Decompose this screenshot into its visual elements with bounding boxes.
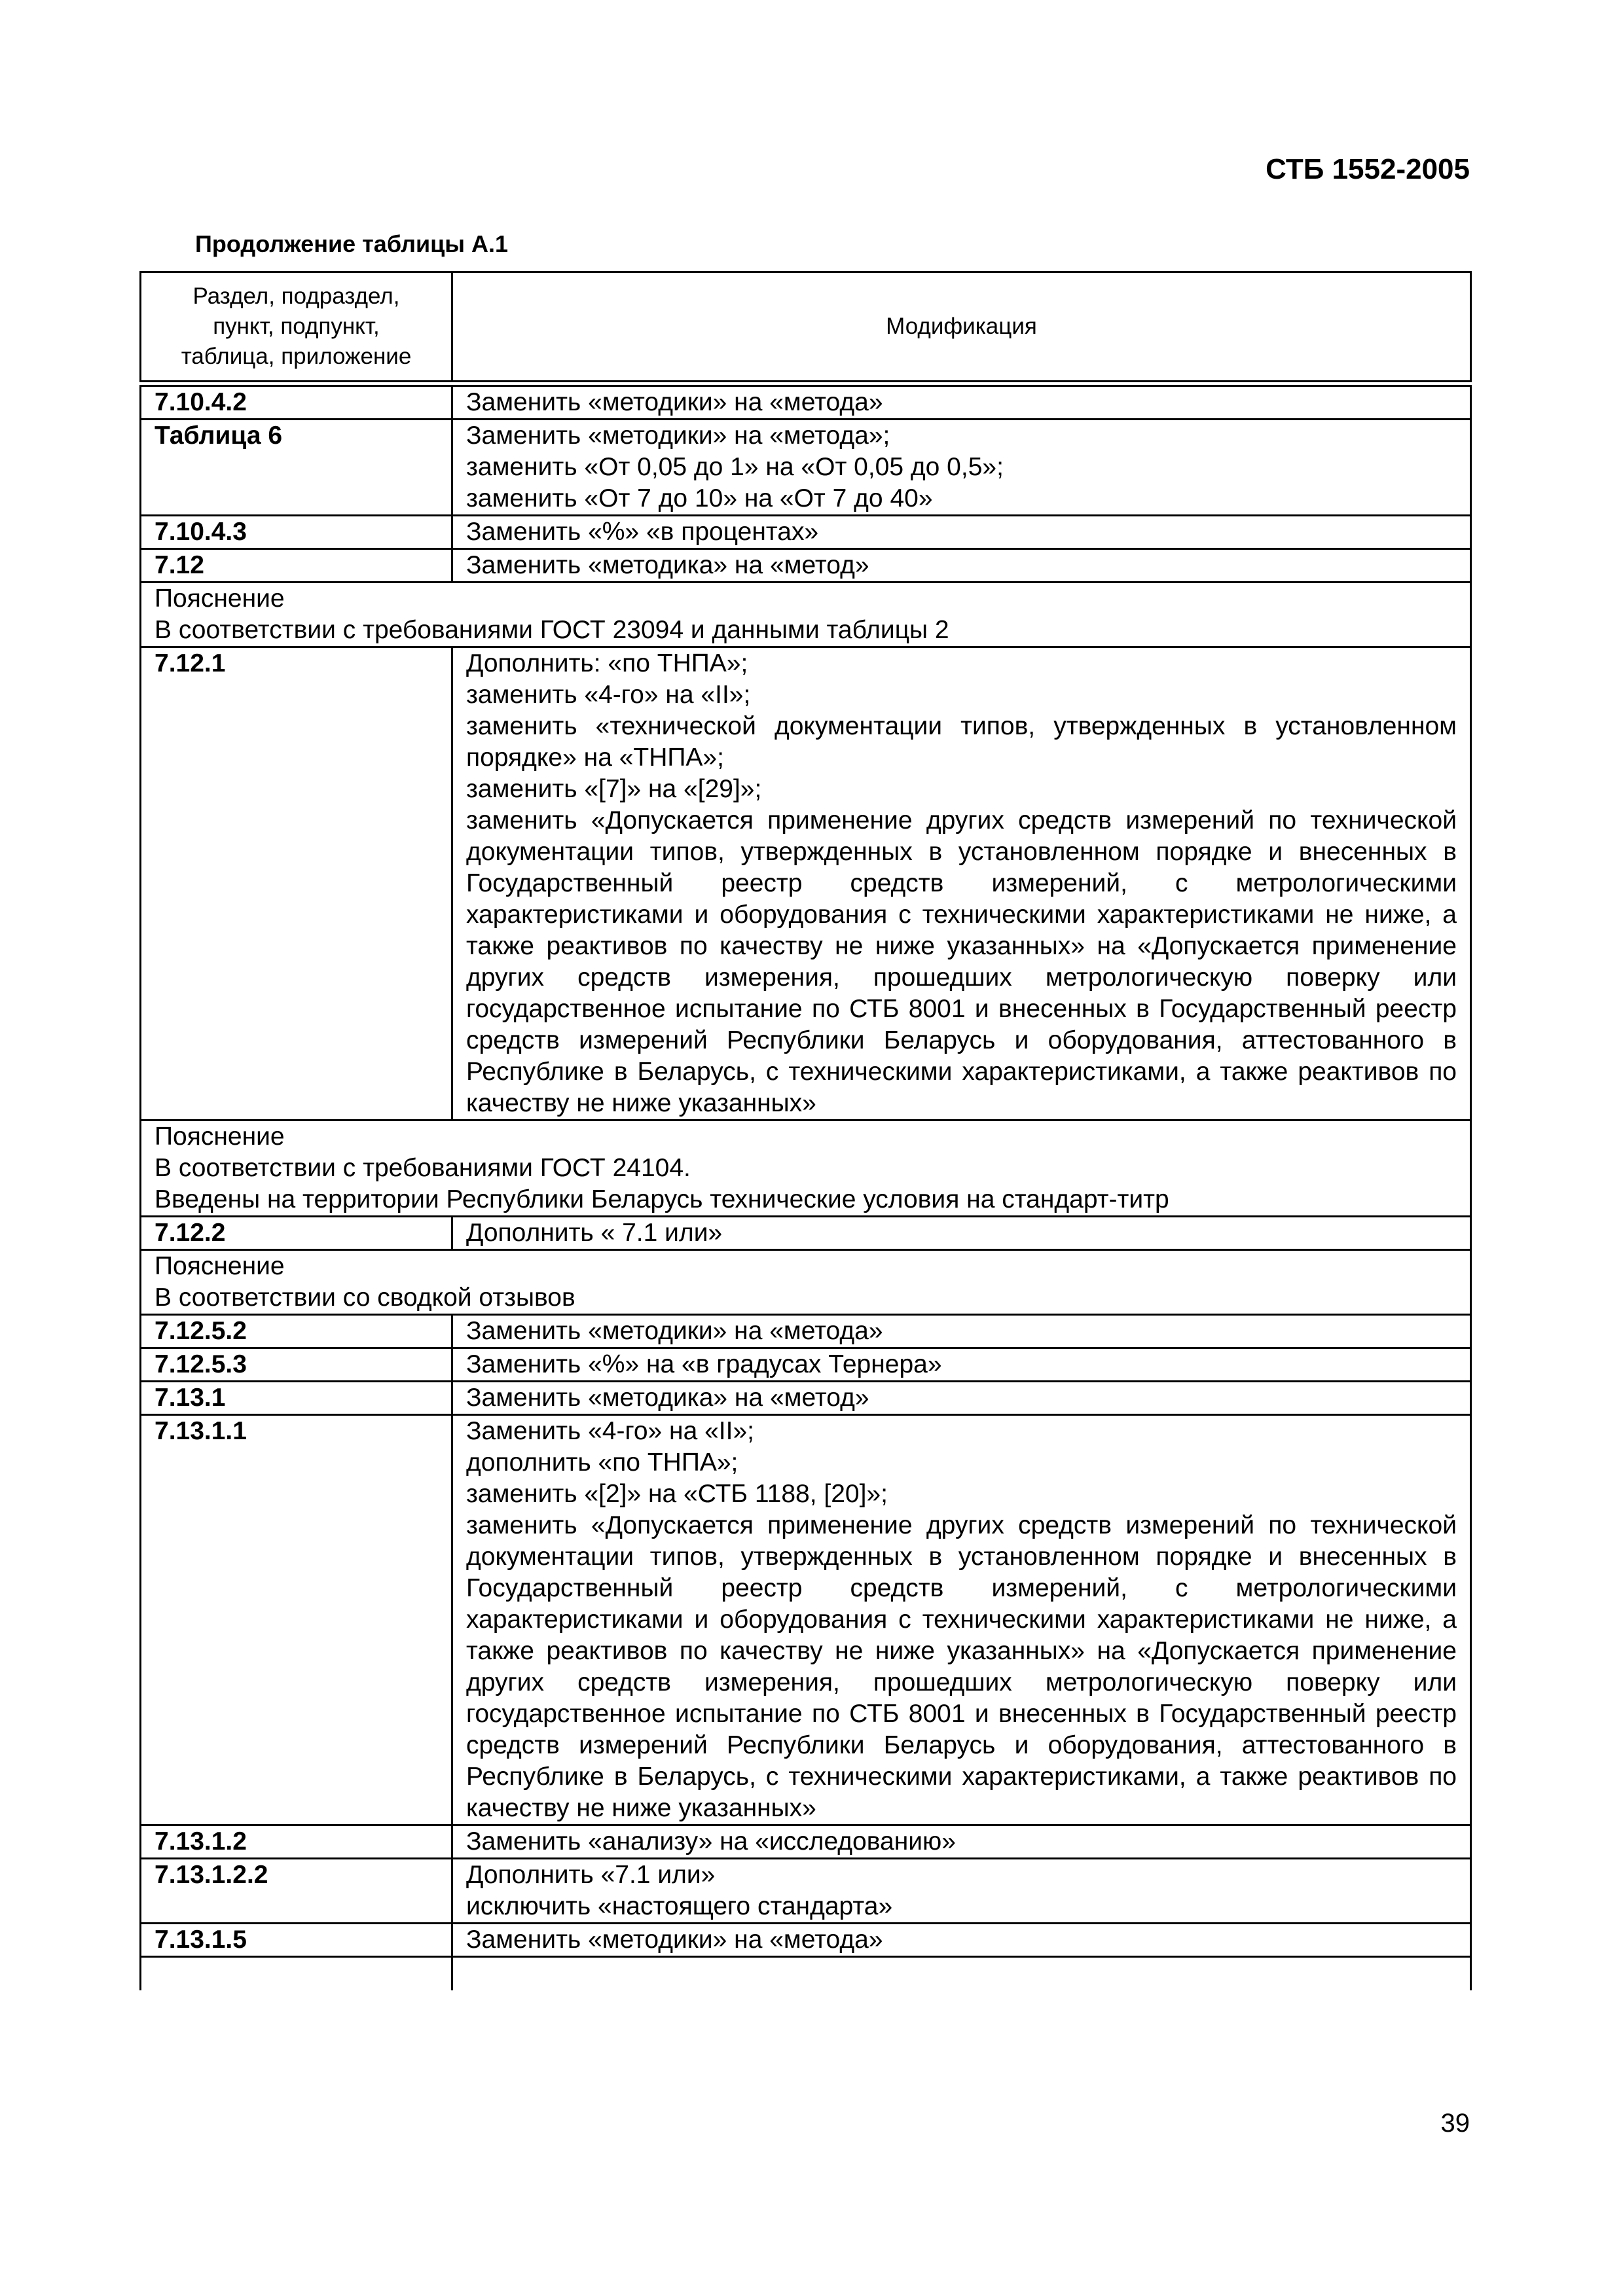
note-cell [141,1121,1471,1217]
table-row [141,1217,1471,1250]
section-cell: Таблица 6 [141,420,452,516]
table-caption: Продолжение таблицы А.1 [195,230,509,257]
modification-line: заменить «Допускается применение других средств измерений по технической документации типов, утвержденных в установленном порядке и внесенных в Государственный реестр средств измерений, с метрологическими характеристиками и оборудования с техническими характеристиками не ниже, а также реактивов по качеству не ниже указанных» на «Допускается применение других средств измерения, прошедших метрологическую поверку или государственное испытание по СТБ 8001 и внесенных в Государственный реестр средств измерений Республики Беларусь и оборудования, аттестованного в Республике в Беларусь, с техническими характеристиками, а также реактивов по качеству не ниже указанных» [466,806,1457,1117]
section-cell: 7.13.1 [141,1382,452,1415]
modification-line: заменить «[7]» на «[29]»; [466,775,762,803]
note-row [141,1250,1471,1315]
table-row [141,1382,1471,1415]
modification-line: дополнить «по ТНПА»; [466,1448,739,1477]
modification-line: Дополнить «7.1 или» [466,1861,716,1889]
section-cell: 7.12.5.3 [141,1348,452,1382]
modification-line: Заменить «методики» на «метода» [466,388,883,416]
note-line: В соответствии с требованиями ГОСТ 24104. [155,1154,691,1182]
modification-line: заменить «4-го» на «II»; [466,681,751,709]
header-section-column [141,272,452,384]
header-section-line: пункт, подпункт, [213,314,380,339]
modification-line: Дополнить « 7.1 или» [466,1219,723,1247]
table-row [141,1957,1471,1991]
modification-line: Заменить «методики» на «метода»; [466,422,890,450]
table-row [141,1415,1471,1825]
table-header-row [141,272,1471,384]
section-cell: 7.13.1.2.2 [141,1859,452,1924]
section-cell: 7.10.4.2 [141,384,452,420]
modification-cell [452,1415,1471,1825]
table-row [141,549,1471,583]
table-row [141,384,1471,420]
modification-cell [452,1382,1471,1415]
modification-cell [452,647,1471,1121]
modification-cell [452,1859,1471,1924]
note-row [141,1121,1471,1217]
modification-line: заменить «технической документации типов, утвержденных в установленном порядке» на «ТНПА»; [466,712,1457,772]
modification-line: исключить «настоящего стандарта» [466,1892,893,1920]
table-row [141,420,1471,516]
modification-cell [452,1348,1471,1382]
table-row [141,1924,1471,1957]
modification-line: Заменить «4-го» на «II»; [466,1417,754,1445]
section-cell: 7.13.1.1 [141,1415,452,1825]
note-line: В соответствии со сводкой отзывов [155,1283,575,1312]
section-cell: 7.12 [141,549,452,583]
section-cell: 7.13.1.2 [141,1825,452,1859]
note-heading: Пояснение [155,584,285,613]
section-cell [141,1957,452,1991]
section-cell: 7.10.4.3 [141,516,452,549]
modification-cell [452,1825,1471,1859]
modification-line: Заменить «анализу» на «исследованию» [466,1827,956,1856]
note-row [141,583,1471,647]
note-heading: Пояснение [155,1122,285,1151]
note-cell [141,583,1471,647]
modification-cell [452,420,1471,516]
note-line: В соответствии с требованиями ГОСТ 23094 и данными таблицы 2 [155,616,949,644]
document-code: СТБ 1552-2005 [1266,153,1470,185]
modification-cell [452,516,1471,549]
modification-line: Заменить «%» на «в градусах Тернера» [466,1350,942,1378]
table-body [141,384,1471,1990]
modification-line: Заменить «методика» на «метод» [466,551,869,579]
modification-cell [452,1924,1471,1957]
section-cell: 7.12.1 [141,647,452,1121]
section-cell: 7.12.5.2 [141,1315,452,1348]
table-row [141,647,1471,1121]
table-row [141,1315,1471,1348]
header-section-line: таблица, приложение [181,344,412,369]
modification-line: Заменить «методики» на «метода» [466,1317,883,1345]
modification-cell [452,549,1471,583]
modification-line: Заменить «%» «в процентах» [466,518,819,546]
modification-line: заменить «От 0,05 до 1» на «От 0,05 до 0,5»; [466,453,1004,481]
modification-line: Заменить «методика» на «метод» [466,1384,869,1412]
table-row [141,1348,1471,1382]
modification-cell [452,1957,1471,1991]
modification-line: заменить «Допускается применение других средств измерений по технической документации типов, утвержденных в установленном порядке и внесенных в Государственный реестр средств измерений, с метрологическими характеристиками и оборудования с техническими характеристиками не ниже, а также реактивов по качеству не ниже указанных» на «Допускается применение других средств измерения, прошедших метрологическую поверку или государственное испытание по СТБ 8001 и внесенных в Государственный реестр средств измерений Республики Беларусь и оборудования, аттестованного в Республике в Беларусь, с техническими характеристиками, а также реактивов по качеству не ниже указанных» [466,1511,1457,1822]
modification-line: Заменить «методики» на «метода» [466,1926,883,1954]
modification-cell [452,1217,1471,1250]
page-number: 39 [1440,2109,1470,2138]
modification-line: заменить «От 7 до 10» на «От 7 до 40» [466,484,933,512]
header-section-line: Раздел, подраздел, [192,283,400,309]
table-row [141,516,1471,549]
modification-cell [452,1315,1471,1348]
note-line: Введены на территории Республики Беларусь технические условия на стандарт-титр [155,1185,1169,1213]
modification-line: заменить «[2]» на «СТБ 1188, [20]»; [466,1480,888,1508]
note-heading: Пояснение [155,1252,285,1280]
section-cell: 7.13.1.5 [141,1924,452,1957]
table-row [141,1825,1471,1859]
section-cell: 7.12.2 [141,1217,452,1250]
header-modification-column: Модификация [452,272,1471,384]
modification-line: Дополнить: «по ТНПА»; [466,649,748,677]
note-cell [141,1250,1471,1315]
modifications-table [139,271,1472,1990]
modification-cell [452,384,1471,420]
table-row [141,1859,1471,1924]
